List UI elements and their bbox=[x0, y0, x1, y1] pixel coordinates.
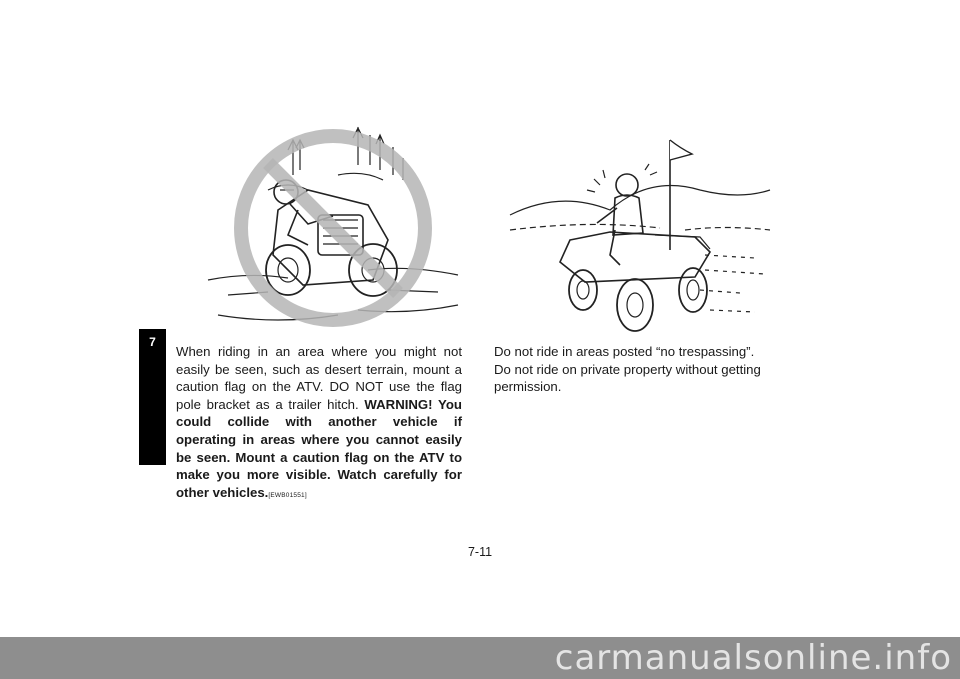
chapter-tab: 7 bbox=[139, 329, 166, 465]
atv-caution-flag-illustration bbox=[505, 130, 775, 335]
no-trespassing-text: Do not ride in areas posted “no trespassing”. bbox=[494, 344, 755, 359]
left-text-column bbox=[176, 343, 462, 504]
watermark-bar bbox=[0, 637, 960, 679]
watermark-text[interactable]: carmanualsonline.info bbox=[554, 638, 952, 678]
prohibited-riding-illustration bbox=[198, 120, 468, 335]
warning-code: [EWB01551] bbox=[268, 491, 307, 499]
private-property-text: Do not ride on private property without getting permission. bbox=[494, 361, 761, 395]
warning-text: WARNING! You could collide with another vehicle if operating in areas where you cannot easily be seen. Mount a caution flag on the ATV to make you more visible. Watch carefully for other vehicles. bbox=[176, 396, 462, 500]
right-text-column bbox=[494, 343, 784, 396]
caution-flag-text: When riding in an area where you might not easily be seen, such as desert terrain, mount a caution flag on the ATV. DO NOT use the flag pole bracket as a trailer hitch. bbox=[176, 344, 462, 412]
left-paragraph bbox=[176, 343, 462, 504]
page-number: 7-11 bbox=[467, 545, 493, 559]
